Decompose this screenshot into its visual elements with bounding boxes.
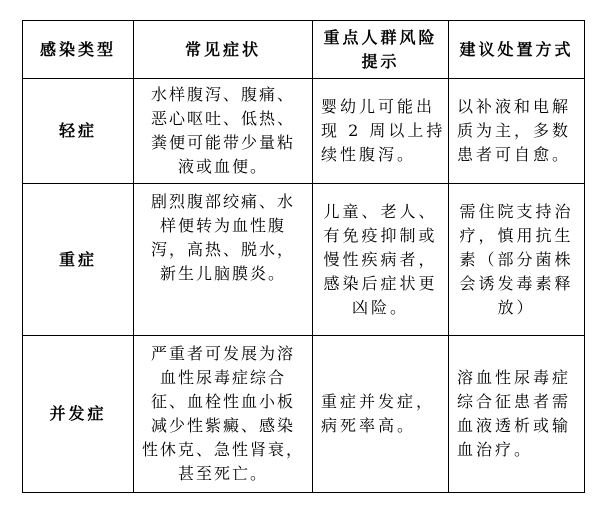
cell-line: 新生儿脑膜炎。 [159, 264, 286, 283]
table-body [23, 79, 585, 493]
cell-line: 儿童、老人、 [323, 201, 438, 221]
row-label: 轻症 [58, 121, 97, 140]
row-label: 并发症 [49, 404, 107, 423]
cell-line: 素（部分菌株 [459, 249, 574, 269]
cell-line: 性休克、急性肾衰， [141, 440, 304, 459]
cell-line: 综合征患者需 [457, 392, 572, 411]
cell-line: 剧烈腹部绞痛、水 [150, 192, 295, 211]
infection-severity-table [22, 20, 585, 493]
cell-line: 疗，慎用抗生 [459, 225, 574, 245]
document-sheet [22, 20, 585, 493]
cell-advice [449, 336, 585, 493]
cell-line: 征、血栓性血小板 [150, 392, 295, 411]
header-infection-type [23, 21, 134, 79]
cell-line: 泻，高热、脱水， [150, 240, 295, 259]
cell-line: 恶心呕吐、低热、 [150, 109, 295, 128]
cell-line: 血治疗。 [457, 440, 534, 459]
cell-line: 病死率高。 [321, 416, 417, 435]
header-common-symptoms [134, 21, 313, 79]
cell-line: 续性腹泻。 [321, 145, 417, 164]
cell-symptoms [134, 336, 313, 493]
cell-line: 样便转为血性腹 [159, 216, 286, 235]
cell-line: 质为主，多数 [457, 121, 572, 140]
cell-line: 液或血便。 [177, 157, 268, 176]
cell-line: 放） [497, 297, 536, 317]
cell-risk [313, 336, 449, 493]
cell-line: 慢性疾病者， [323, 249, 438, 269]
cell-line: 水样腹泻、腹痛、 [150, 85, 295, 104]
cell-infection-type [23, 336, 134, 493]
cell-line: 婴幼儿可能出 [321, 97, 436, 116]
cell-line: 溶血性尿毒症 [457, 368, 572, 387]
cell-line: 甚至死亡。 [177, 464, 268, 483]
table-row [23, 184, 585, 336]
cell-line: 重症并发症， [321, 392, 436, 411]
cell-line: 粪便可能带少量粘 [150, 133, 295, 152]
cell-line: 减少性紫癜、感染 [150, 416, 295, 435]
cell-infection-type [23, 79, 134, 184]
header-line: 感染类型 [39, 39, 116, 59]
cell-line: 感染后症状更 [323, 273, 438, 293]
header-line: 常见症状 [184, 39, 261, 59]
cell-advice [449, 79, 585, 184]
header-recommended-handling [449, 21, 585, 79]
cell-line: 以补液和电解 [457, 97, 572, 116]
cell-risk [313, 79, 449, 184]
header-line: 建议处置方式 [459, 39, 574, 59]
cell-risk [313, 184, 449, 336]
cell-line: 有免疫抑制或 [323, 225, 438, 245]
cell-line: 会诱发毒素释 [459, 273, 574, 293]
table-header [23, 21, 585, 79]
header-row [23, 21, 585, 79]
cell-symptoms [134, 184, 313, 336]
cell-infection-type [23, 184, 134, 336]
cell-line: 血性尿毒症综合 [159, 368, 286, 387]
cell-line: 严重者可发展为溶 [150, 344, 295, 363]
row-label: 重症 [58, 249, 97, 269]
cell-line: 患者可自愈。 [457, 145, 572, 164]
header-line: 提示 [361, 51, 400, 71]
header-risk-groups [313, 21, 449, 79]
cell-line: 血液透析或输 [457, 416, 572, 435]
cell-advice [449, 184, 585, 336]
cell-line: 凶险。 [351, 297, 409, 317]
table-row [23, 336, 585, 493]
cell-line: 现 2 周以上持 [321, 121, 446, 140]
header-line: 重点人群风险 [323, 27, 438, 47]
cell-symptoms [134, 79, 313, 184]
table-row [23, 79, 585, 184]
cell-line: 需住院支持治 [459, 201, 574, 221]
